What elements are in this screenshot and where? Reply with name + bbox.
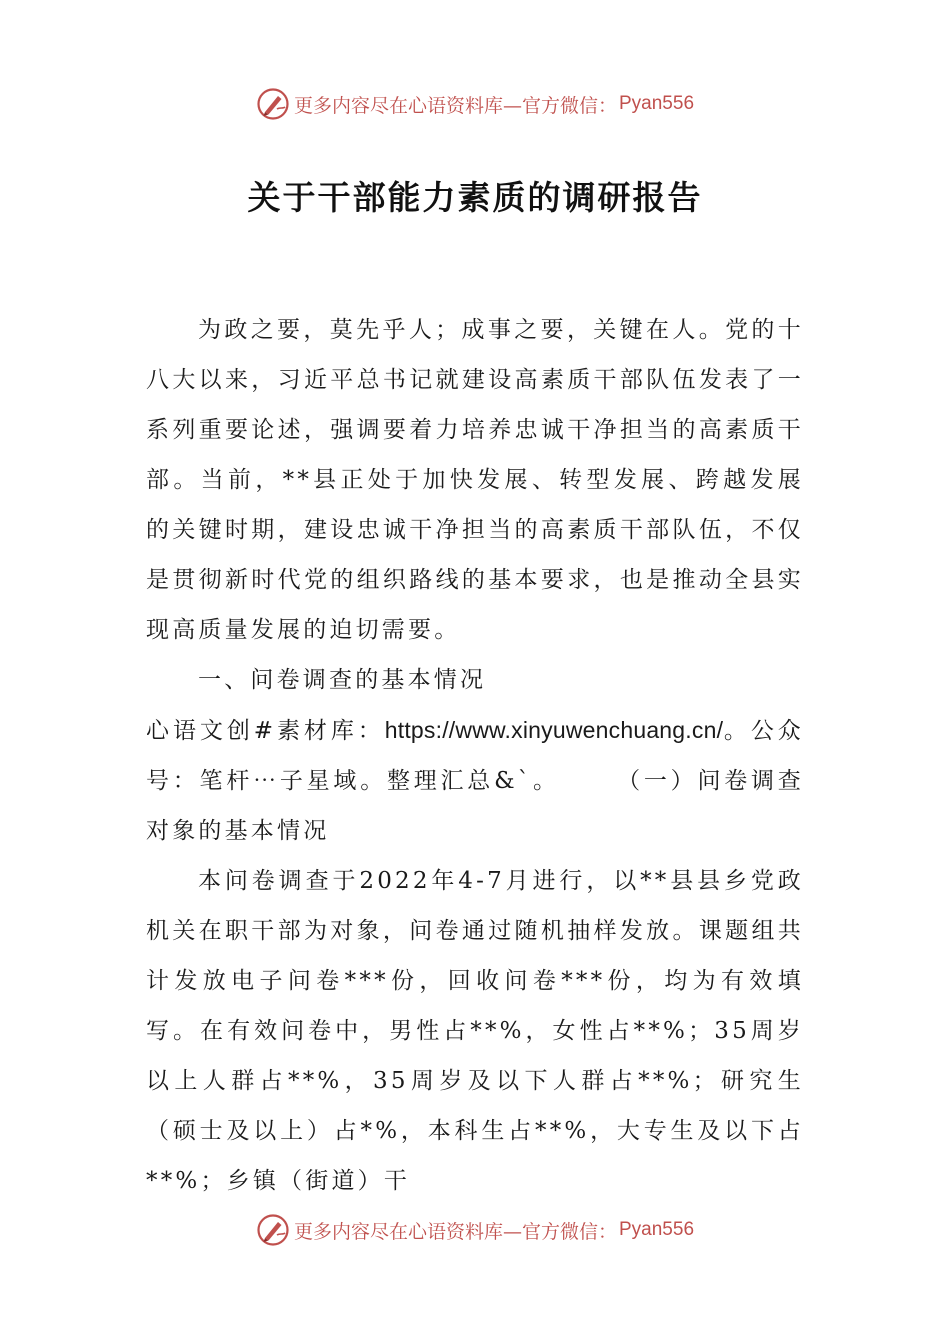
section-heading: 一、问卷调查的基本情况: [198, 667, 487, 693]
banner-text: 更多内容尽在心语资料库—官方微信：: [293, 1220, 617, 1243]
banner-wechat-id: Pyan556: [619, 93, 695, 114]
source-url-link[interactable]: https://www.xinyuwenchuang.cn/: [384, 717, 724, 743]
document-title: 关于干部能力素质的调研报告: [247, 178, 703, 217]
watermark-banner-top: [0, 84, 950, 124]
intro-paragraph: 为政之要，莫先乎人；成事之要，关键在人。党的十八大以来，习近平总书记就建设高素质干部队伍发表了一系列重要论述，强调要着力培养忠诚干净担当的高素质干部。当前，**县正处于加快发展、转型发展、跨越发展的关键时期，建设忠诚干净担当的高素质干部队伍，不仅是贯彻新时代党的组织路线的基本要求，也是推动全县实现高质量发展的迫切需要。: [146, 317, 804, 643]
source-suffix: 。公众号：笔杆⋯子星域。整理汇总&`。 （一）问卷调查对象的基本情况: [146, 718, 804, 844]
source-prefix: 心语文创#素材库：: [146, 718, 385, 744]
document-body: [146, 305, 804, 1206]
pen-logo-icon: [256, 1213, 290, 1247]
banner-wechat-id: Pyan556: [619, 1219, 695, 1240]
survey-paragraph: 本问卷调查于2022年4-7月进行，以**县县乡党政机关在职干部为对象，问卷通过随机抽样发放。课题组共计发放电子问卷***份，回收问卷***份，均为有效填写。在有效问卷中，男性占**%，女性占**%；35周岁以上人群占**%，35周岁及以下人群占**%；研究生（硕士及以上）占*%，本科生占**%，大专生及以下占**%；乡镇（街道）干: [146, 868, 804, 1194]
pen-logo-icon: [256, 87, 290, 121]
source-paragraph: [146, 705, 804, 856]
banner-text: 更多内容尽在心语资料库—官方微信：: [293, 94, 617, 117]
watermark-banner-bottom: [0, 1210, 950, 1250]
